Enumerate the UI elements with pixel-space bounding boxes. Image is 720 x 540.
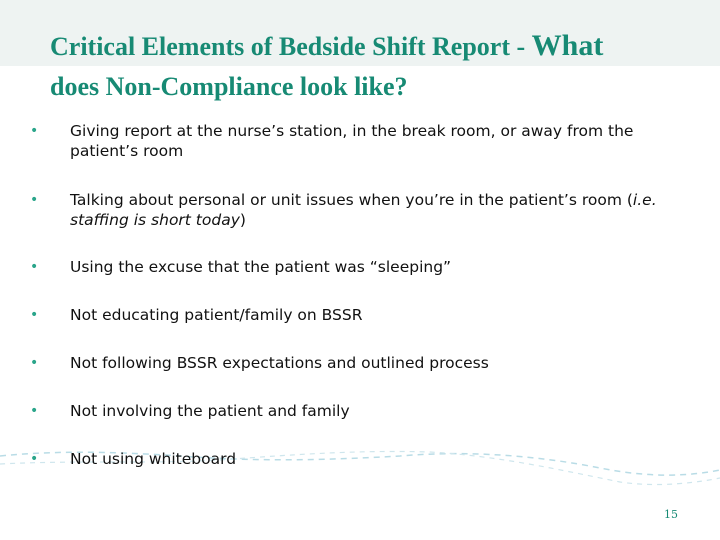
bullet-text-end: ) — [239, 211, 246, 229]
list-item — [30, 449, 700, 469]
bullet-icon: • — [30, 192, 39, 208]
list-item — [30, 305, 700, 325]
bullet-text: Using the excuse that the patient was “sleeping” — [70, 258, 452, 276]
page-number: 15 — [664, 508, 678, 521]
list-item — [30, 401, 700, 421]
list-item — [30, 353, 700, 373]
bullet-text: Not following BSSR expectations and outlined process — [70, 354, 489, 372]
bullet-icon: • — [30, 307, 39, 323]
bullet-icon: • — [30, 451, 39, 467]
bullet-icon: • — [30, 355, 39, 371]
slide-title — [50, 26, 710, 107]
bullet-icon: • — [30, 123, 39, 139]
bullet-text-italic: i.e. staffing is short today — [70, 191, 657, 229]
bullet-text: Not using whiteboard — [70, 450, 237, 468]
list-item — [30, 257, 700, 277]
bullet-text: Not educating patient/family on BSSR — [70, 306, 363, 324]
title-part-2: What — [531, 29, 604, 62]
bullet-icon: • — [30, 259, 39, 275]
title-line-2: does Non-Compliance look like? — [50, 72, 408, 101]
title-part-1: Critical Elements of Bedside Shift Report - — [50, 32, 532, 61]
list-item — [30, 121, 700, 161]
bullet-text-start: Talking about personal or unit issues when you’re in the patient’s room ( — [70, 191, 633, 209]
bullet-text: Giving report at the nurse’s station, in the break room, or away from the patient’s room — [70, 122, 634, 160]
list-item — [30, 190, 700, 230]
bullet-icon: • — [30, 403, 39, 419]
bullet-text — [70, 190, 700, 230]
bullet-text: Not involving the patient and family — [70, 402, 350, 420]
